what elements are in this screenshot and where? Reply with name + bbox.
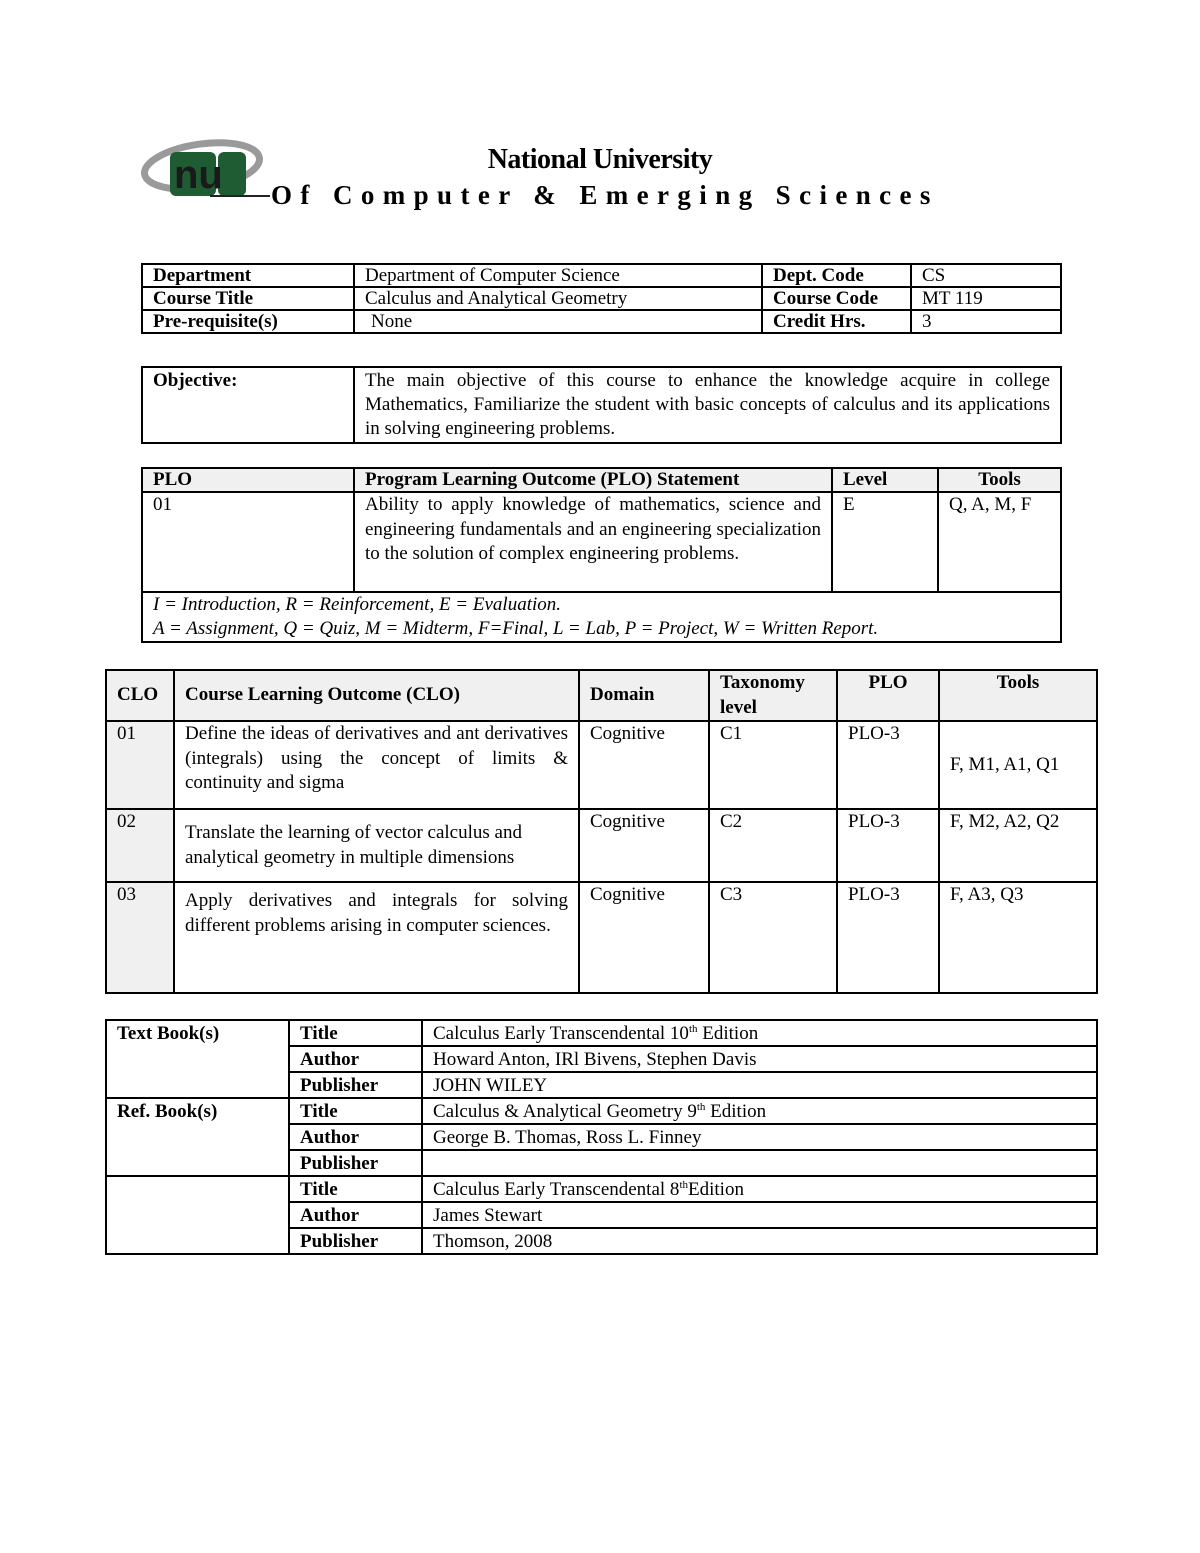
credit-hrs-value: 3 <box>911 310 1061 333</box>
empty-cell <box>106 1176 289 1254</box>
table-row <box>106 1020 1097 1046</box>
table-header-row <box>142 468 1061 492</box>
clo-taxonomy: C3 <box>709 882 837 993</box>
clo-domain: Cognitive <box>579 882 709 993</box>
clo-domain: Cognitive <box>579 809 709 882</box>
text-books-label: Text Book(s) <box>106 1020 289 1098</box>
table-row <box>106 809 1097 882</box>
book-publisher: JOHN WILEY <box>422 1072 1097 1098</box>
author-label: Author <box>289 1124 422 1150</box>
book-author: George B. Thomas, Ross L. Finney <box>422 1124 1097 1150</box>
clo-header: CLO <box>106 670 174 721</box>
clo-plo: PLO-3 <box>837 809 939 882</box>
dept-code-label: Dept. Code <box>762 264 911 287</box>
clo-tools-header: Tools <box>939 670 1097 721</box>
clo-tools: F, M2, A2, Q2 <box>939 809 1097 882</box>
tools-header: Tools <box>938 468 1061 492</box>
clo-outcome: Define the ideas of derivatives and ant derivatives (integrals) using the concept of limits & continuity and sigma <box>174 721 579 809</box>
title-label: Title <box>289 1020 422 1046</box>
course-title-label: Course Title <box>142 287 354 310</box>
clo-taxonomy: C2 <box>709 809 837 882</box>
author-label: Author <box>289 1046 422 1072</box>
plo-header: PLO <box>142 468 354 492</box>
legend-tools: A = Assignment, Q = Quiz, M = Midterm, F=Final, L = Lab, P = Project, W = Written Report. <box>153 618 879 639</box>
table-row <box>106 721 1097 809</box>
logo-text: nu <box>174 153 223 197</box>
table-row <box>142 310 1061 333</box>
plo-table <box>141 467 1062 643</box>
clo-outcome-header: Course Learning Outcome (CLO) <box>174 670 579 721</box>
objective-table <box>141 366 1062 444</box>
course-code-value: MT 119 <box>911 287 1061 310</box>
table-header-row <box>106 670 1097 721</box>
publisher-label: Publisher <box>289 1228 422 1254</box>
plo-statement-header: Program Learning Outcome (PLO) Statement <box>354 468 832 492</box>
clo-number: 03 <box>106 882 174 993</box>
book-publisher: Thomson, 2008 <box>422 1228 1097 1254</box>
books-table <box>105 1019 1098 1255</box>
course-title-value: Calculus and Analytical Geometry <box>354 287 762 310</box>
objective-text: The main objective of this course to enhance the knowledge acquire in college Mathematics, Familiarize the student with basic concepts of calculus and its applications in solving engineering problems. <box>354 367 1061 443</box>
objective-label: Objective: <box>142 367 354 443</box>
book-title: Calculus Early Transcendental 10th Edition <box>422 1020 1097 1046</box>
plo-number: 01 <box>142 492 354 592</box>
legend-row <box>142 592 1061 642</box>
author-label: Author <box>289 1202 422 1228</box>
university-subtitle: Of Computer & Emerging Sciences <box>271 180 939 210</box>
book-publisher <box>422 1150 1097 1176</box>
clo-plo: PLO-3 <box>837 721 939 809</box>
plo-level: E <box>832 492 938 592</box>
title-label: Title <box>289 1176 422 1202</box>
prereq-label: Pre-requisite(s) <box>142 310 354 333</box>
domain-header: Domain <box>579 670 709 721</box>
table-row <box>142 287 1061 310</box>
table-row <box>106 1098 1097 1124</box>
table-row <box>142 492 1061 592</box>
clo-number: 02 <box>106 809 174 882</box>
book-author: Howard Anton, IRl Bivens, Stephen Davis <box>422 1046 1097 1072</box>
clo-number: 01 <box>106 721 174 809</box>
dept-code-value: CS <box>911 264 1061 287</box>
clo-domain: Cognitive <box>579 721 709 809</box>
clo-plo: PLO-3 <box>837 882 939 993</box>
plo-tools: Q, A, M, F <box>938 492 1061 592</box>
table-row <box>142 367 1061 443</box>
table-row <box>142 264 1061 287</box>
department-label: Department <box>142 264 354 287</box>
course-code-label: Course Code <box>762 287 911 310</box>
legend-levels: I = Introduction, R = Reinforcement, E = Evaluation. <box>153 594 561 615</box>
book-title: Calculus Early Transcendental 8thEdition <box>422 1176 1097 1202</box>
book-author: James Stewart <box>422 1202 1097 1228</box>
table-row <box>106 882 1097 993</box>
clo-taxonomy: C1 <box>709 721 837 809</box>
university-title: National University <box>487 144 713 175</box>
clo-tools: F, M1, A1, Q1 <box>939 721 1097 809</box>
clo-outcome: Translate the learning of vector calculus and analytical geometry in multiple dimensions <box>174 809 579 882</box>
publisher-label: Publisher <box>289 1150 422 1176</box>
level-header: Level <box>832 468 938 492</box>
book-title: Calculus & Analytical Geometry 9th Edition <box>422 1098 1097 1124</box>
clo-table <box>105 669 1098 994</box>
publisher-label: Publisher <box>289 1072 422 1098</box>
prereq-value: None <box>354 310 762 333</box>
clo-tools: F, A3, Q3 <box>939 882 1097 993</box>
course-info-table <box>141 263 1062 334</box>
title-label: Title <box>289 1098 422 1124</box>
credit-hrs-label: Credit Hrs. <box>762 310 911 333</box>
ref-books-label: Ref. Book(s) <box>106 1098 289 1176</box>
taxonomy-header: Taxonomy level <box>709 670 837 721</box>
table-row <box>106 1176 1097 1202</box>
clo-plo-header: PLO <box>837 670 939 721</box>
clo-outcome: Apply derivatives and integrals for solving different problems arising in computer sciences. <box>174 882 579 993</box>
plo-statement: Ability to apply knowledge of mathematics, science and engineering fundamentals and an engineering specialization to the solution of complex engineering problems. <box>354 492 832 592</box>
department-value: Department of Computer Science <box>354 264 762 287</box>
